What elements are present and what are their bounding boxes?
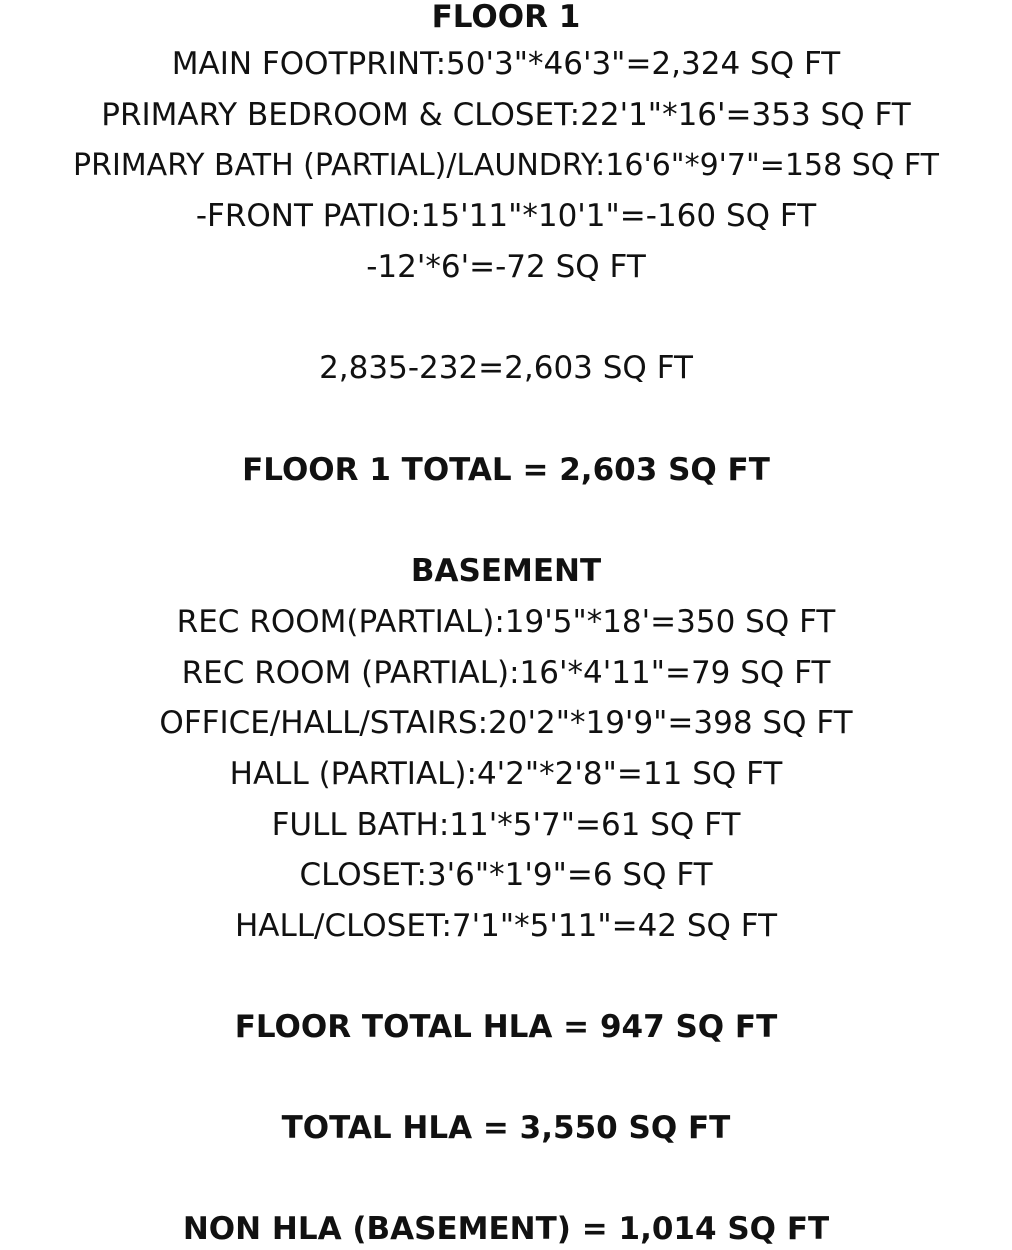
basement-line-hall-partial: HALL (PARTIAL):4'2"*2'8"=11 SQ FT — [229, 756, 783, 792]
floor-1-total: FLOOR 1 TOTAL = 2,603 SQ FT — [242, 452, 770, 488]
floor-1-line-primary-bath: PRIMARY BATH (PARTIAL)/LAUNDRY:16'6"*9'7"=158 SQ FT — [73, 148, 939, 183]
floor-1-heading: FLOOR 1 — [431, 0, 581, 35]
floor-1-calculation: 2,835-232=2,603 SQ FT — [319, 350, 693, 386]
basement-line-office-hall-stairs: OFFICE/HALL/STAIRS:20'2"*19'9"=398 SQ FT — [159, 705, 853, 741]
basement-heading: BASEMENT — [410, 553, 602, 589]
basement-line-full-bath: FULL BATH:11'*5'7"=61 SQ FT — [271, 807, 741, 843]
floor-1-line-primary-bedroom: PRIMARY BEDROOM & CLOSET:22'1"*16'=353 SQ FT — [101, 97, 911, 133]
non-hla-basement: NON HLA (BASEMENT) = 1,014 SQ FT — [182, 1211, 830, 1247]
basement-line-hall-closet: HALL/CLOSET:7'1"*5'11"=42 SQ FT — [234, 908, 778, 944]
basement-line-closet: CLOSET:3'6"*1'9"=6 SQ FT — [299, 857, 713, 893]
basement-line-rec-room-1: REC ROOM(PARTIAL):19'5"*18'=350 SQ FT — [176, 604, 836, 640]
total-hla: TOTAL HLA = 3,550 SQ FT — [281, 1110, 731, 1146]
basement-line-rec-room-2: REC ROOM (PARTIAL):16'*4'11"=79 SQ FT — [181, 655, 831, 691]
floor-1-line-deduction: -12'*6'=-72 SQ FT — [366, 249, 646, 285]
floor-1-line-front-patio: -FRONT PATIO:15'11"*10'1"=-160 SQ FT — [195, 198, 817, 234]
basement-total: FLOOR TOTAL HLA = 947 SQ FT — [234, 1009, 778, 1045]
floor-1-line-main-footprint: MAIN FOOTPRINT:50'3"*46'3"=2,324 SQ FT — [171, 46, 841, 82]
